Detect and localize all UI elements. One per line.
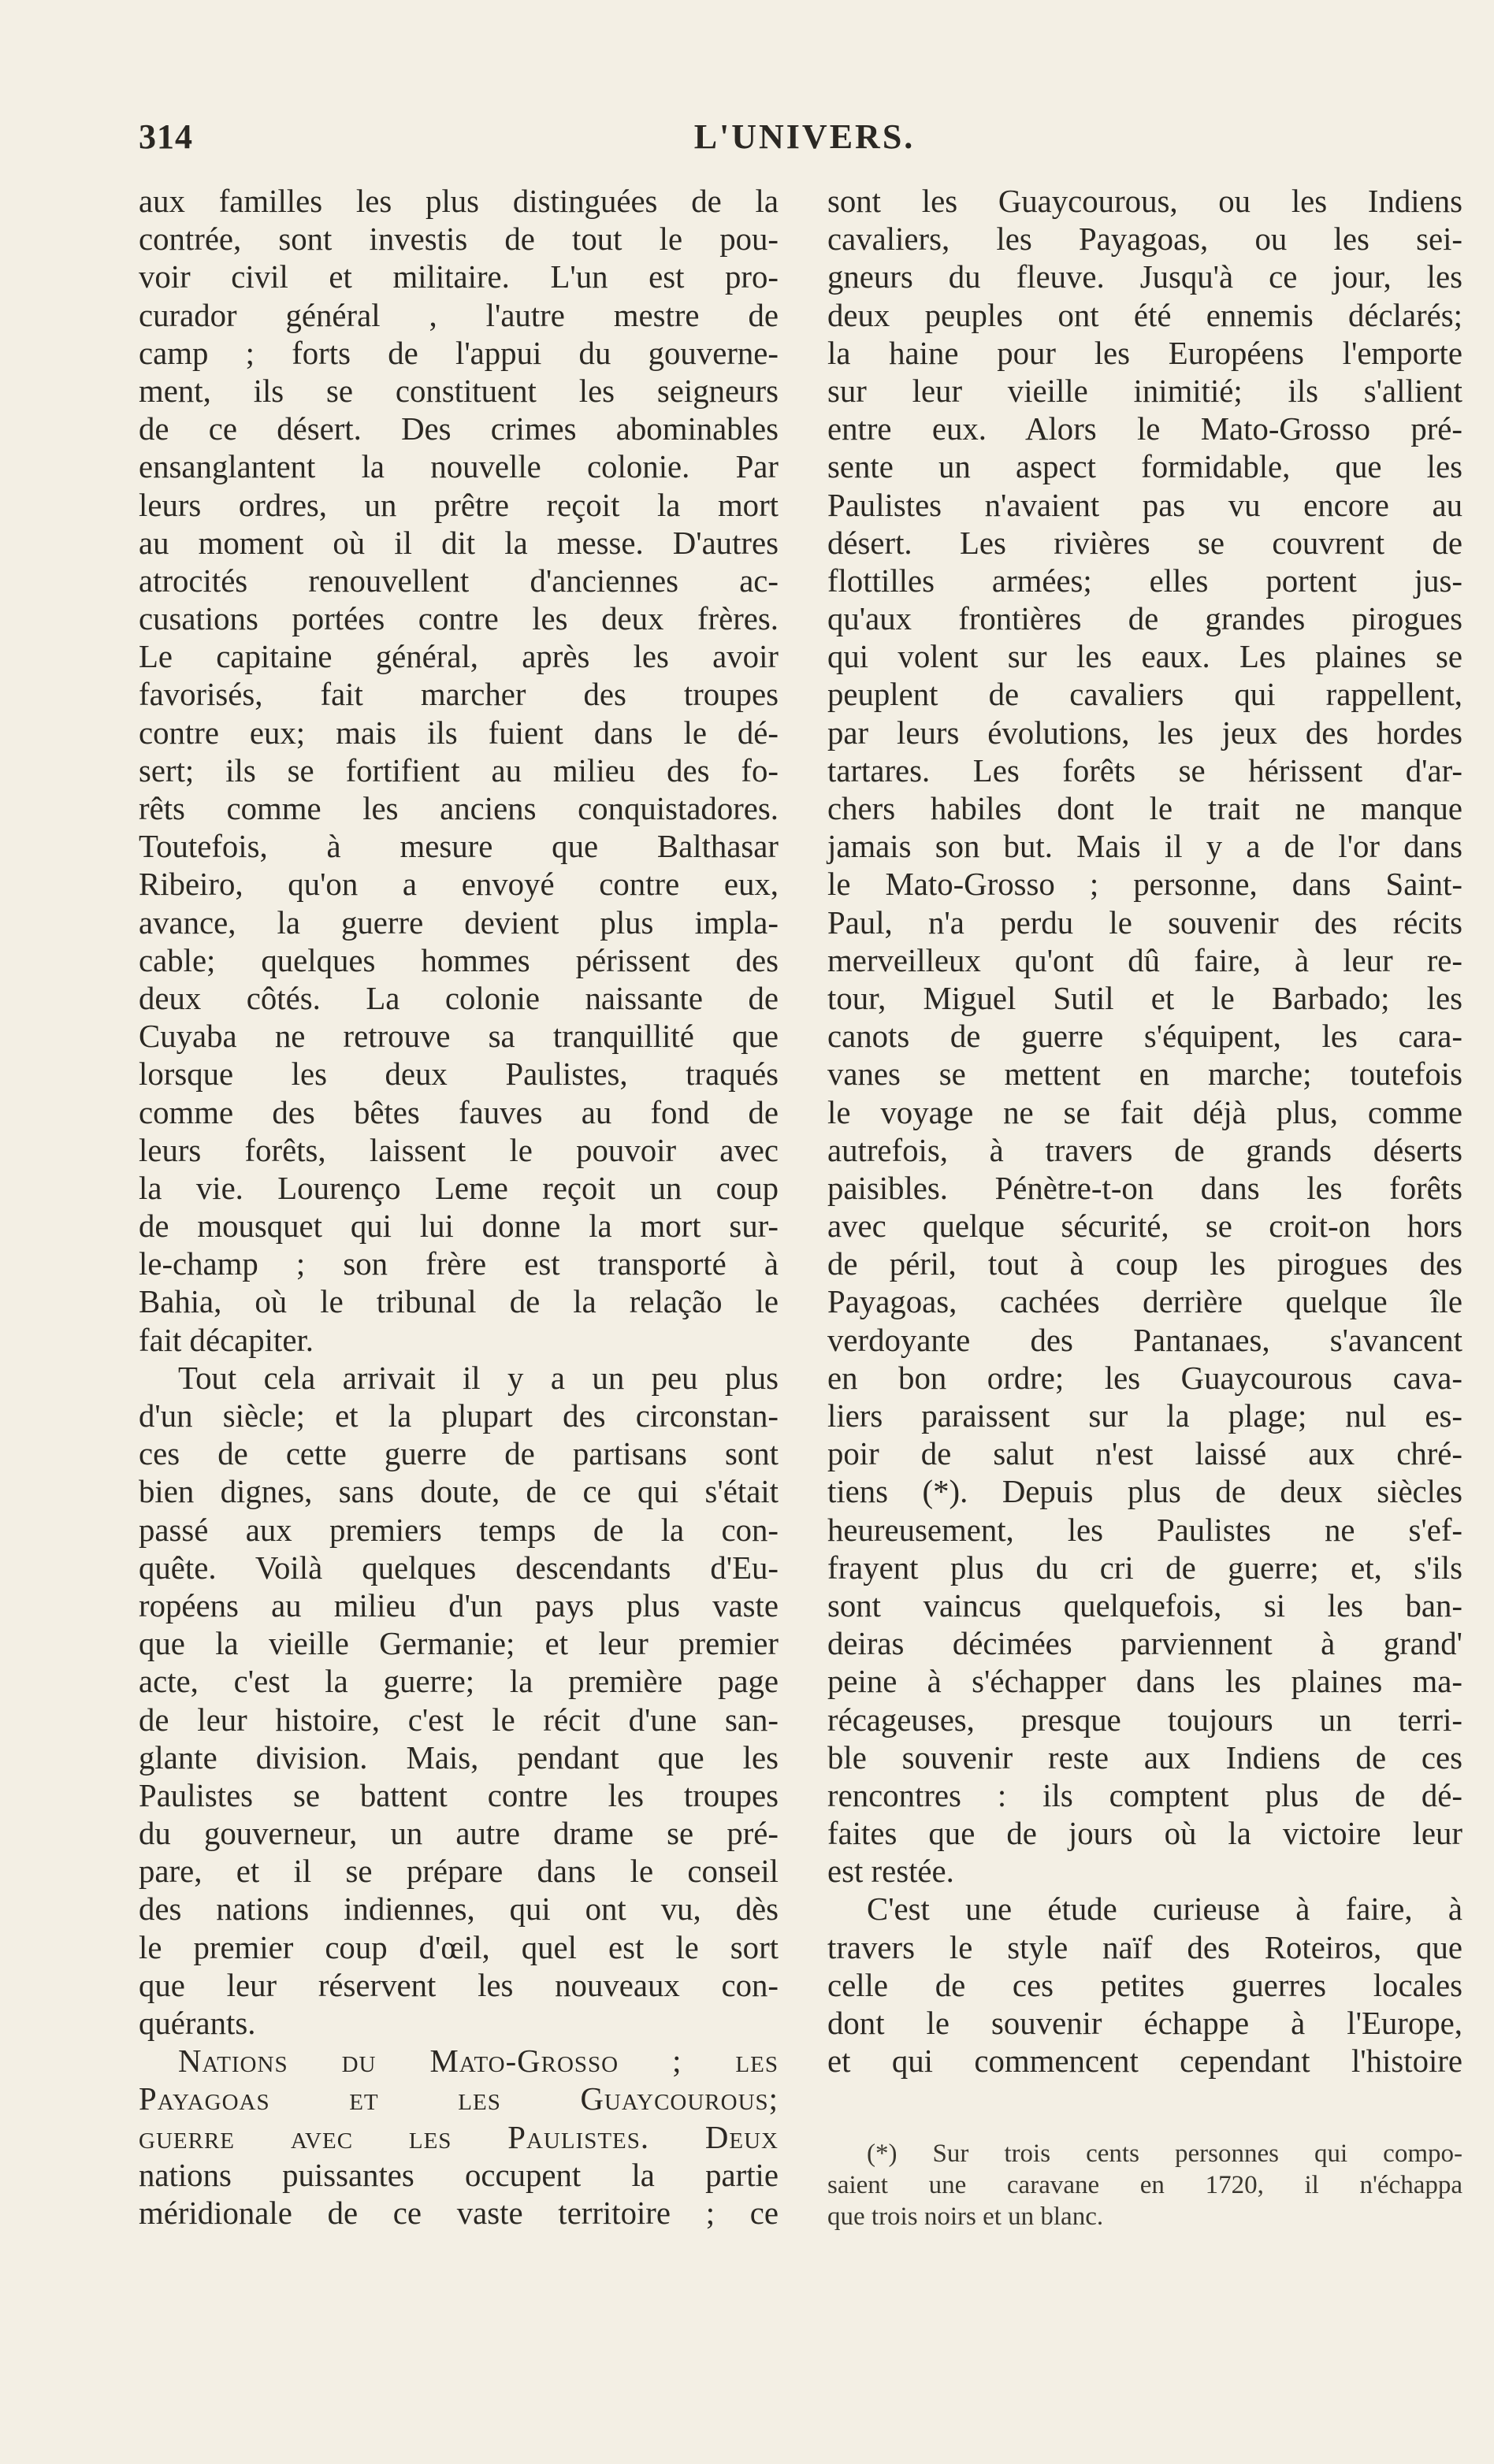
left-column-line: camp ; forts de l'appui du gouverne-: [139, 335, 779, 371]
left-column-line: guerre avec les Paulistes. Deux: [139, 2119, 779, 2155]
left-column-line: Cuyaba ne retrouve sa tranquillité que: [139, 1019, 779, 1055]
right-column-line: jamais son but. Mais il y a de l'or dans: [827, 829, 1462, 865]
right-column-line: Payagoas, cachées derrière quelque île: [827, 1284, 1462, 1320]
right-column-line: qui volent sur les eaux. Les plaines se: [827, 639, 1462, 675]
left-column-line: lorsque les deux Paulistes, traqués: [139, 1056, 779, 1093]
running-title: L'UNIVERS.: [693, 117, 916, 156]
left-column-line: aux familles les plus distinguées de la: [139, 184, 779, 219]
right-column-line: autrefois, à travers de grands déserts: [827, 1132, 1462, 1168]
right-column-line: de péril, tout à coup les pirogues des: [827, 1246, 1462, 1282]
left-column-line: la vie. Lourenço Leme reçoit un coup: [139, 1170, 779, 1206]
left-column-line: quête. Voilà quelques descendants d'Eu-: [139, 1549, 779, 1586]
left-column-line: comme des bêtes fauves au fond de: [139, 1094, 779, 1130]
right-column-line: paisibles. Pénètre-t-on dans les forêts: [827, 1170, 1462, 1206]
right-column-line: sur leur vieille inimitié; ils s'allient: [827, 373, 1462, 409]
right-column-line: par leurs évolutions, les jeux des hordes: [827, 714, 1462, 751]
left-column-line: ces de cette guerre de partisans sont: [139, 1436, 779, 1472]
footnote: [827, 2138, 1462, 2232]
left-column-line: ment, ils se constituent les seigneurs: [139, 373, 779, 409]
right-column-line: sente un aspect formidable, que les: [827, 449, 1462, 485]
left-column-line: du gouverneur, un autre drame se pré-: [139, 1816, 779, 1852]
left-column-line: leurs forêts, laissent le pouvoir avec: [139, 1132, 779, 1168]
right-column: [827, 183, 1462, 2080]
left-column-line: curador général , l'autre mestre de: [139, 297, 779, 333]
left-column-line: Bahia, où le tribunal de la relação le: [139, 1284, 779, 1320]
left-column-line: glante division. Mais, pendant que les: [139, 1739, 779, 1776]
right-column-line: travers le style naïf des Roteiros, que: [827, 1929, 1462, 1965]
left-column-line: fait décapiter.: [139, 1322, 314, 1358]
right-column-line: cavaliers, les Payagoas, ou les sei-: [827, 221, 1462, 258]
left-column-line: deux côtés. La colonie naissante de: [139, 980, 779, 1016]
left-column-line: Tout cela arrivait il y a un peu plus: [178, 1360, 779, 1396]
left-column-line: de ce désert. Des crimes abominables: [139, 411, 779, 447]
right-column-line: gneurs du fleuve. Jusqu'à ce jour, les: [827, 259, 1462, 295]
footnote-line: (*) Sur trois cents personnes qui compo-: [867, 2139, 1462, 2168]
left-column-line: contre eux; mais ils fuient dans le dé-: [139, 714, 779, 751]
left-column-line: le-champ ; son frère est transporté à: [139, 1246, 779, 1282]
right-column-line: peuplent de cavaliers qui rappellent,: [827, 677, 1462, 713]
left-column-line: nations puissantes occupent la partie: [139, 2157, 779, 2193]
right-column-line: faites que de jours où la victoire leur: [827, 1816, 1462, 1852]
right-column-line: sont vaincus quelquefois, si les ban-: [827, 1587, 1462, 1623]
right-column-line: C'est une étude curieuse à faire, à: [867, 1891, 1462, 1928]
right-column-line: dont le souvenir échappe à l'Europe,: [827, 2006, 1462, 2041]
right-column-line: entre eux. Alors le Mato-Grosso pré-: [827, 411, 1462, 447]
right-column-line: chers habiles dont le trait ne manque: [827, 791, 1462, 826]
left-column-line: pare, et il se prépare dans le conseil: [139, 1854, 779, 1890]
left-column-line: favorisés, fait marcher des troupes: [139, 677, 779, 713]
left-column-line: voir civil et militaire. L'un est pro-: [139, 259, 779, 295]
left-column: [139, 183, 779, 2232]
left-column-line: que la vieille Germanie; et leur premier: [139, 1626, 779, 1662]
right-column-line: rencontres : ils comptent plus de dé-: [827, 1777, 1462, 1813]
left-column-line: des nations indiennes, qui ont vu, dès: [139, 1891, 779, 1928]
right-column-line: poir de salut n'est laissé aux chré-: [827, 1436, 1462, 1472]
left-column-line: Payagoas et les Guaycourous;: [139, 2081, 779, 2117]
right-column-line: flottilles armées; elles portent jus-: [827, 562, 1462, 599]
left-column-line: de mousquet qui lui donne la mort sur-: [139, 1208, 779, 1245]
right-column-line: vanes se mettent en marche; toutefois: [827, 1056, 1462, 1093]
right-column-line: canots de guerre s'équipent, les cara-: [827, 1019, 1462, 1055]
left-column-line: Ribeiro, qu'on a envoyé contre eux,: [139, 866, 779, 903]
left-column-line: Nations du Mato-Grosso ; les: [178, 2043, 779, 2080]
right-column-line: heureusement, les Paulistes ne s'ef-: [827, 1512, 1462, 1548]
right-column-line: sont les Guaycourous, ou les Indiens: [827, 184, 1462, 219]
left-column-line: au moment où il dit la messe. D'autres: [139, 525, 779, 561]
right-column-line: merveilleux qu'ont dû faire, à leur re-: [827, 942, 1462, 978]
left-column-line: d'un siècle; et la plupart des circonstan-: [139, 1398, 779, 1434]
right-column-line: frayent plus du cri de guerre; et, s'ils: [827, 1549, 1462, 1586]
left-column-line: ropéens au milieu d'un pays plus vaste: [139, 1587, 779, 1623]
left-column-line: le premier coup d'œil, quel est le sort: [139, 1929, 779, 1965]
left-column-line: atrocités renouvellent d'anciennes ac-: [139, 562, 779, 599]
right-column-line: tartares. Les forêts se hérissent d'ar-: [827, 752, 1462, 789]
right-column-line: est restée.: [827, 1854, 954, 1890]
right-column-line: le voyage ne se fait déjà plus, comme: [827, 1094, 1462, 1130]
left-column-line: méridionale de ce vaste territoire ; ce: [139, 2195, 779, 2231]
right-column-line: liers paraissent sur la plage; nul es-: [827, 1398, 1462, 1434]
left-column-line: cusations portées contre les deux frères.: [139, 601, 779, 637]
left-column-line: contrée, sont investis de tout le pou-: [139, 221, 779, 258]
right-column-line: celle de ces petites guerres locales: [827, 1967, 1462, 2003]
right-column-line: qu'aux frontières de grandes pirogues: [827, 601, 1462, 637]
left-column-line: Toutefois, à mesure que Balthasar: [139, 829, 779, 865]
footnote-line: que trois noirs et un blanc.: [827, 2202, 1104, 2231]
left-column-line: bien dignes, sans doute, de ce qui s'était: [139, 1474, 779, 1510]
page-header: [139, 117, 1470, 164]
left-column-line: passé aux premiers temps de la con-: [139, 1512, 779, 1548]
left-column-line: ensanglantent la nouvelle colonie. Par: [139, 449, 779, 485]
right-column-line: le Mato-Grosso ; personne, dans Saint-: [827, 866, 1462, 903]
right-column-line: avec quelque sécurité, se croit-on hors: [827, 1208, 1462, 1245]
right-column-line: tour, Miguel Sutil et le Barbado; les: [827, 980, 1462, 1016]
left-column-line: Paulistes se battent contre les troupes: [139, 1777, 779, 1813]
right-column-line: verdoyante des Pantanaes, s'avancent: [827, 1322, 1462, 1358]
left-column-line: de leur histoire, c'est le récit d'une san-: [139, 1701, 779, 1738]
left-column-line: quérants.: [139, 2006, 256, 2041]
right-column-line: deiras décimées parviennent à grand': [827, 1626, 1462, 1662]
right-column-line: Paulistes n'avaient pas vu encore au: [827, 487, 1462, 523]
page-number: 314: [139, 117, 193, 156]
left-column-line: cable; quelques hommes périssent des: [139, 942, 779, 978]
left-column-line: acte, c'est la guerre; la première page: [139, 1664, 779, 1700]
right-column-line: la haine pour les Européens l'emporte: [827, 335, 1462, 371]
right-column-line: ble souvenir reste aux Indiens de ces: [827, 1739, 1462, 1776]
left-column-line: Le capitaine général, après les avoir: [139, 639, 779, 675]
left-column-line: sert; ils se fortifient au milieu des fo-: [139, 752, 779, 789]
right-column-line: tiens (*). Depuis plus de deux siècles: [827, 1474, 1462, 1510]
left-column-line: leurs ordres, un prêtre reçoit la mort: [139, 487, 779, 523]
left-column-line: rêts comme les anciens conquistadores.: [139, 791, 779, 826]
left-column-line: que leur réservent les nouveaux con-: [139, 1967, 779, 2003]
right-column-line: récageuses, presque toujours un terri-: [827, 1701, 1462, 1738]
right-column-line: et qui commencent cependant l'histoire: [827, 2043, 1462, 2080]
right-column-line: deux peuples ont été ennemis déclarés;: [827, 297, 1462, 333]
right-column-line: en bon ordre; les Guaycourous cava-: [827, 1360, 1462, 1396]
right-column-line: peine à s'échapper dans les plaines ma-: [827, 1664, 1462, 1700]
right-column-line: désert. Les rivières se couvrent de: [827, 525, 1462, 561]
right-column-line: Paul, n'a perdu le souvenir des récits: [827, 904, 1462, 941]
left-column-line: avance, la guerre devient plus impla-: [139, 904, 779, 941]
footnote-line: saient une caravane en 1720, il n'échappa: [827, 2171, 1462, 2199]
